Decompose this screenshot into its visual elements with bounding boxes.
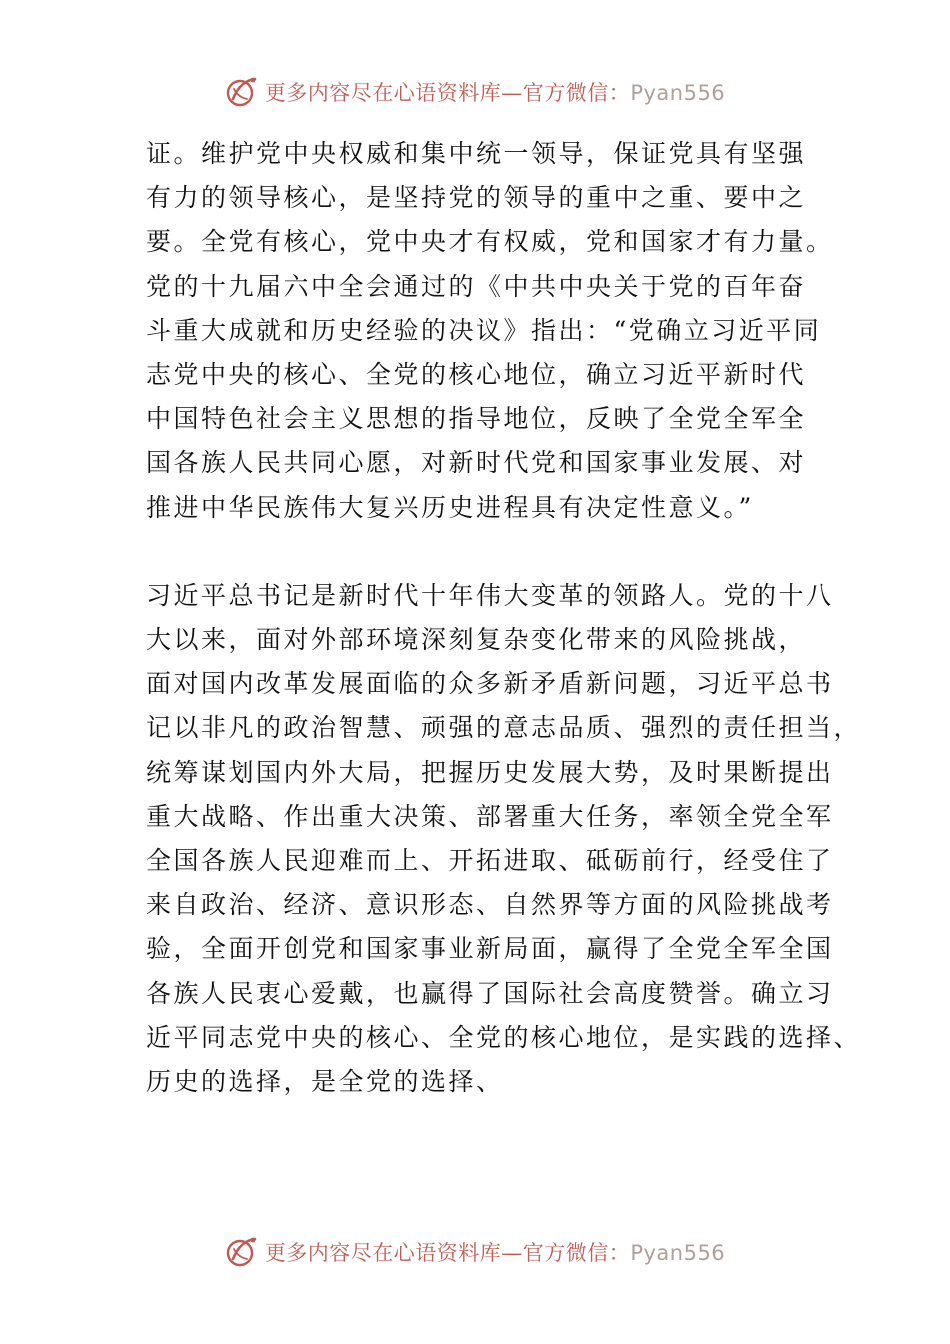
text-line: 中国特色社会主义思想的指导地位，反映了全党全军全 bbox=[146, 404, 807, 434]
text-line: 国各族人民共同心愿，对新时代党和国家事业发展、对 bbox=[146, 448, 807, 478]
text-line: 记以非凡的政治智慧、顽强的意志品质、强烈的责任担当， bbox=[146, 713, 862, 743]
text-line: 验，全面开创党和国家事业新局面，赢得了全党全军全国 bbox=[146, 934, 834, 964]
text-line: 要。全党有核心，党中央才有权威，党和国家才有力量。 bbox=[146, 227, 834, 257]
header-wechat-id: Pyan556 bbox=[630, 81, 726, 105]
header-banner-text: 更多内容尽在心语资料库—官方微信：Pyan556 bbox=[264, 81, 726, 105]
text-line: 党的十九届六中全会通过的《中共中央关于党的百年奋 bbox=[146, 271, 807, 301]
text-line: 来自政治、经济、意识形态、自然界等方面的风险挑战考 bbox=[146, 890, 834, 920]
text-line: 证。维护党中央权威和集中统一领导，保证党具有坚强 bbox=[146, 139, 807, 168]
text-line: 统筹谋划国内外大局，把握历史发展大势，及时果断提出 bbox=[146, 757, 834, 787]
document-body bbox=[146, 132, 866, 1104]
header-banner bbox=[0, 72, 950, 112]
text-line: 全国各族人民迎难而上、开拓进取、砥砺前行，经受住了 bbox=[146, 846, 834, 875]
text-line: 历史的选择，是全党的选择、 bbox=[146, 1066, 504, 1096]
footer-wechat-id: Pyan556 bbox=[630, 1241, 726, 1265]
logo-icon bbox=[225, 75, 259, 109]
text-line: 习近平总书记是新时代十年伟大变革的领路人。党的十八 bbox=[146, 580, 834, 610]
text-line: 重大战略、作出重大决策、部署重大任务，率领全党全军 bbox=[146, 801, 834, 831]
text-line: 面对国内改革发展面临的众多新矛盾新问题，习近平总书 bbox=[146, 669, 834, 699]
text-line: 有力的领导核心，是坚持党的领导的重中之重、要中之 bbox=[146, 183, 807, 213]
text-line: 志党中央的核心、全党的核心地位，确立习近平新时代 bbox=[146, 359, 807, 389]
text-line: 大以来，面对外部环境深刻复杂变化带来的风险挑战， bbox=[146, 625, 807, 655]
logo-icon bbox=[225, 1235, 259, 1269]
text-line: 推进中华民族伟大复兴历史进程具有决定性意义。” bbox=[146, 492, 754, 522]
text-line: 斗重大成就和历史经验的决议》指出：“党确立习近平同 bbox=[146, 315, 822, 345]
paragraph-1 bbox=[146, 132, 866, 530]
text-line: 近平同志党中央的核心、全党的核心地位，是实践的选择、 bbox=[146, 1022, 862, 1052]
paragraph-2 bbox=[146, 574, 866, 1104]
footer-banner-text: 更多内容尽在心语资料库—官方微信：Pyan556 bbox=[264, 1241, 726, 1265]
paragraph-gap bbox=[146, 530, 866, 574]
text-line: 各族人民衷心爱戴，也赢得了国际社会高度赞誉。确立习 bbox=[146, 978, 834, 1008]
footer-banner bbox=[0, 1232, 950, 1272]
